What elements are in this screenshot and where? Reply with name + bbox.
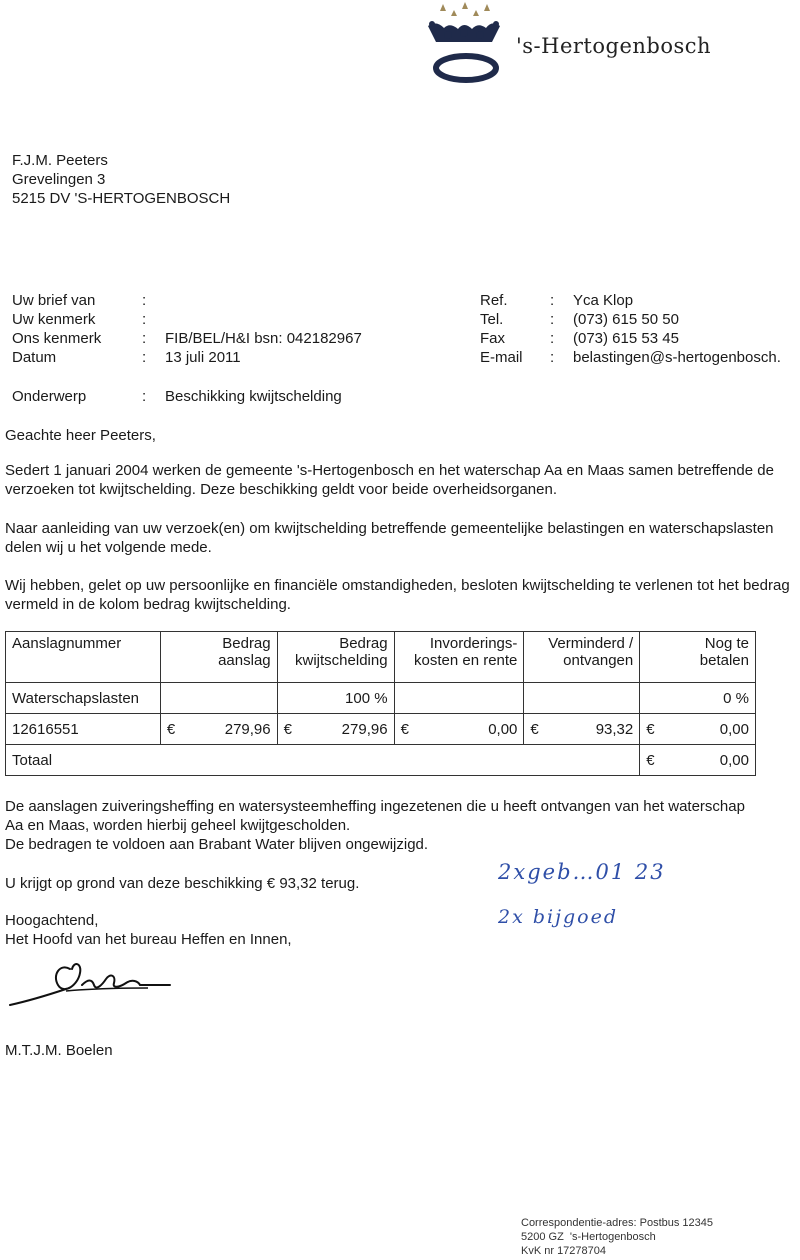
header-invorderingskosten: Invorderings- kosten en rente bbox=[394, 632, 524, 683]
refund-line: U krijgt op grond van deze beschikking € 93,32 terug. bbox=[5, 875, 360, 892]
bedrag-kwijtschelding-cell: 279,96 bbox=[341, 720, 388, 738]
ref-value-ref: Yca Klop bbox=[573, 292, 634, 309]
ref-label-datum: Datum bbox=[12, 349, 57, 366]
signer-title: Het Hoofd van het bureau Heffen en Innen, bbox=[5, 931, 292, 948]
footer-correspondence: Correspondentie-adres: Postbus 12345 5200 GZ 's-Hertogenbosch KvK nr 17278704 bbox=[521, 1217, 714, 1257]
table-row: 12616551 € 279,96 € 279,96 € 0,00 € 93,32 € 0,00 bbox=[6, 714, 756, 745]
city-name: 's-Hertogenbosch bbox=[516, 34, 712, 58]
ref-value-ons-kenmerk: FIB/BEL/H&I bsn: 042182967 bbox=[165, 330, 362, 347]
table-total-row: Totaal € 0,00 bbox=[6, 745, 756, 776]
kwijtschelding-table bbox=[5, 631, 756, 776]
closing-paragraph-1: De aanslagen zuiveringsheffing en watersysteemheffing ingezetenen die u heeft ontvangen van het waterschap Aa en Maas, worden hierbij geheel kwijtgescholden. bbox=[5, 798, 745, 834]
ref-label-uw-brief: Uw brief van bbox=[12, 292, 96, 309]
ref-value-fax: (073) 615 53 45 bbox=[573, 330, 679, 347]
header-aanslagnummer: Aanslagnummer bbox=[6, 632, 161, 683]
ref-label-email: E-mail bbox=[480, 349, 523, 366]
handwritten-note-line-1: 2xgeb…01 23 bbox=[498, 860, 666, 884]
recipient-postal-city: 5215 DV 'S-HERTOGENBOSCH bbox=[12, 190, 231, 207]
paragraph-3: Wij hebben, gelet op uw persoonlijke en financiële omstandigheden, besloten kwijtschelding te verlenen tot het bedrag vermeld in de kolom bedrag kwijtschelding. bbox=[5, 577, 790, 613]
table-header-row bbox=[6, 632, 756, 683]
recipient-name: F.J.M. Peeters bbox=[12, 152, 108, 169]
subject-label: Onderwerp bbox=[12, 388, 87, 405]
category-label: Waterschapslasten bbox=[6, 683, 161, 714]
header-verminderd: Verminderd / ontvangen bbox=[524, 632, 640, 683]
crown-crest-icon bbox=[418, 2, 510, 84]
total-label: Totaal bbox=[6, 745, 640, 776]
paragraph-2: Naar aanleiding van uw verzoek(en) om kwijtschelding betreffende gemeentelijke belastingen en waterschapslasten delen wij u het volgende mede. bbox=[5, 520, 774, 556]
subject-value: Beschikking kwijtschelding bbox=[165, 388, 342, 405]
ref-value-email: belastingen@s-hertogenbosch. bbox=[573, 349, 781, 366]
header-bedrag-kwijtschelding: Bedrag kwijtschelding bbox=[277, 632, 394, 683]
salutation: Geachte heer Peeters, bbox=[5, 427, 156, 444]
recipient-street: Grevelingen 3 bbox=[12, 171, 106, 188]
ref-label-tel: Tel. bbox=[480, 311, 504, 328]
ref-label-fax: Fax bbox=[480, 330, 506, 347]
category-te-betalen-pct: 0 % bbox=[640, 683, 756, 714]
ref-label-ref: Ref. bbox=[480, 292, 508, 309]
handwritten-signature bbox=[8, 955, 178, 1013]
signer-name: M.T.J.M. Boelen bbox=[5, 1042, 113, 1059]
greeting: Hoogachtend, bbox=[5, 912, 99, 929]
invorderingskosten-cell: 0,00 bbox=[488, 720, 518, 738]
handwritten-note-line-2: 2x bijgoed bbox=[498, 906, 618, 928]
header-bedrag-aanslag: Bedrag aanslag bbox=[160, 632, 277, 683]
total-te-betalen: 0,00 bbox=[719, 751, 749, 769]
verminderd-cell: 93,32 bbox=[595, 720, 634, 738]
ref-value-datum: 13 juli 2011 bbox=[165, 349, 241, 366]
te-betalen-cell: 0,00 bbox=[719, 720, 749, 738]
ref-label-uw-kenmerk: Uw kenmerk bbox=[12, 311, 96, 328]
aanslagnummer-cell: 12616551 bbox=[6, 714, 161, 745]
category-kwijtschelding-pct: 100 % bbox=[277, 683, 394, 714]
closing-paragraph-2: De bedragen te voldoen aan Brabant Water blijven ongewijzigd. bbox=[5, 836, 429, 853]
ref-value-tel: (073) 615 50 50 bbox=[573, 311, 679, 328]
header-nog-te-betalen: Nog te betalen bbox=[640, 632, 756, 683]
ref-label-ons-kenmerk: Ons kenmerk bbox=[12, 330, 102, 347]
paragraph-1: Sedert 1 januari 2004 werken de gemeente 's-Hertogenbosch en het waterschap Aa en Maas samen betreffende de verzoeken tot kwijtschelding. Deze beschikking geldt voor beide overheidsorganen. bbox=[5, 462, 774, 498]
bedrag-aanslag-cell: 279,96 bbox=[224, 720, 271, 738]
table-row bbox=[6, 683, 756, 714]
